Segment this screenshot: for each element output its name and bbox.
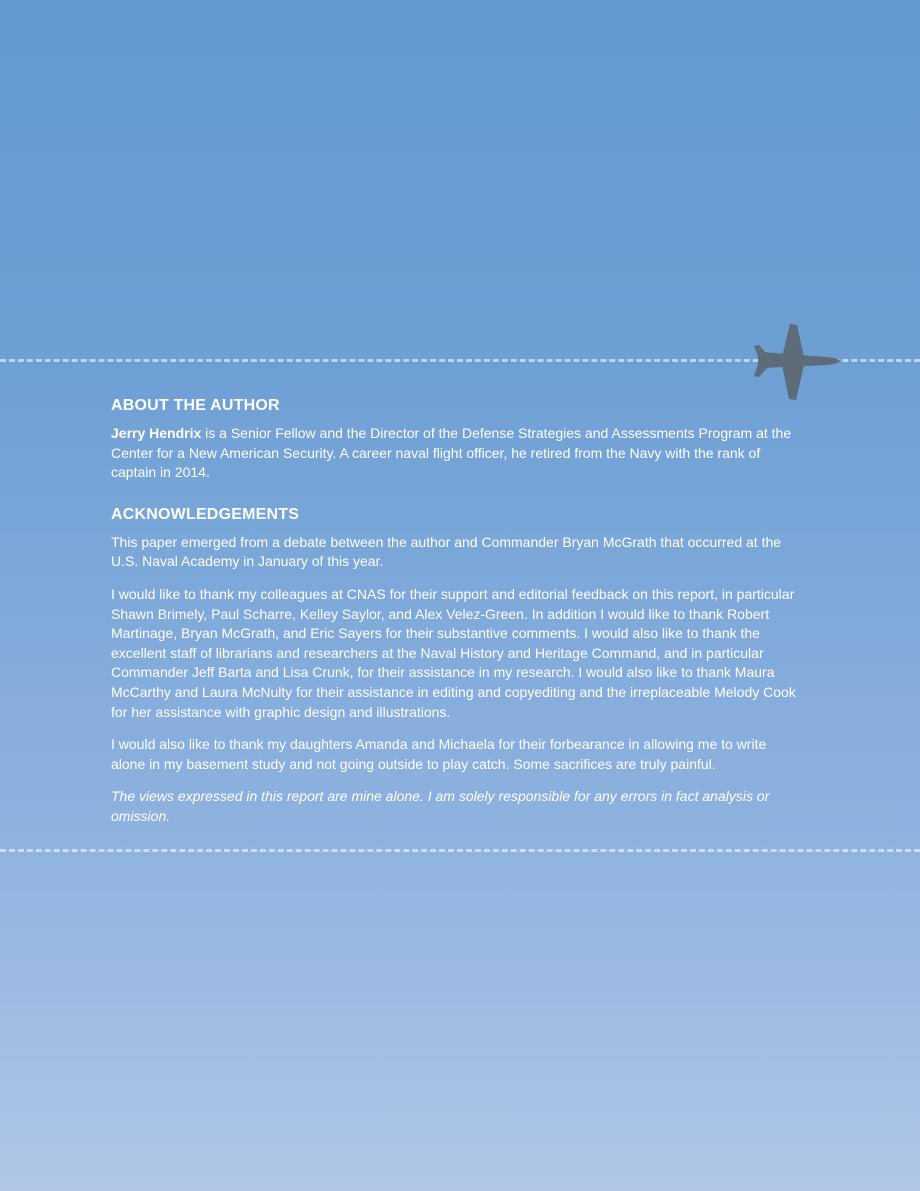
author-name: Jerry Hendrix bbox=[111, 425, 202, 441]
author-bio bbox=[111, 424, 801, 483]
acknowledgements-heading: ACKNOWLEDGEMENTS bbox=[111, 505, 300, 523]
about-author-section bbox=[111, 396, 801, 483]
disclaimer: The views expressed in this report are mine alone. I am solely responsible for any errors in fact analysis or omission. bbox=[111, 788, 770, 824]
airplane-icon bbox=[752, 322, 842, 402]
acknowledgements-section bbox=[111, 505, 801, 827]
bottom-dashed-divider bbox=[0, 849, 920, 852]
content bbox=[111, 396, 801, 827]
author-bio-text: is a Senior Fellow and the Director of the Defense Strategies and Assessments Program at the Center for a New American Security. A career naval flight officer, he retired from the Navy with the rank of captain in 2014. bbox=[111, 425, 792, 481]
acknowledgements-paragraph: I would like to thank my colleagues at CNAS for their support and editorial feedback on this report, in particular Shawn Brimely, Paul Scharre, Kelley Saylor, and Alex Velez-Green. In addition I would like to thank Robert Martinage, Bryan McGrath, and Eric Sayers for their substantive comments. I would also like to thank the excellent staff of librarians and researchers at the Naval History and Heritage Command, and in particular Commander Jeff Barta and Lisa Crunk, for their assistance in my research. I would also like to thank Maura McCarthy and Laura McNulty for their assistance in editing and copyediting and the irreplaceable Melody Cook for her assistance with graphic design and illustrations. bbox=[111, 585, 796, 720]
acknowledgements-paragraph: I would also like to thank my daughters Amanda and Michaela for their forbearance in allowing me to write alone in my basement study and not going outside to play catch. Some sacrifices are truly painful. bbox=[111, 736, 767, 772]
acknowledgements-paragraph: This paper emerged from a debate between the author and Commander Bryan McGrath that occurred at the U.S. Naval Academy in January of this year. bbox=[111, 533, 782, 570]
about-author-heading: ABOUT THE AUTHOR bbox=[111, 397, 280, 414]
